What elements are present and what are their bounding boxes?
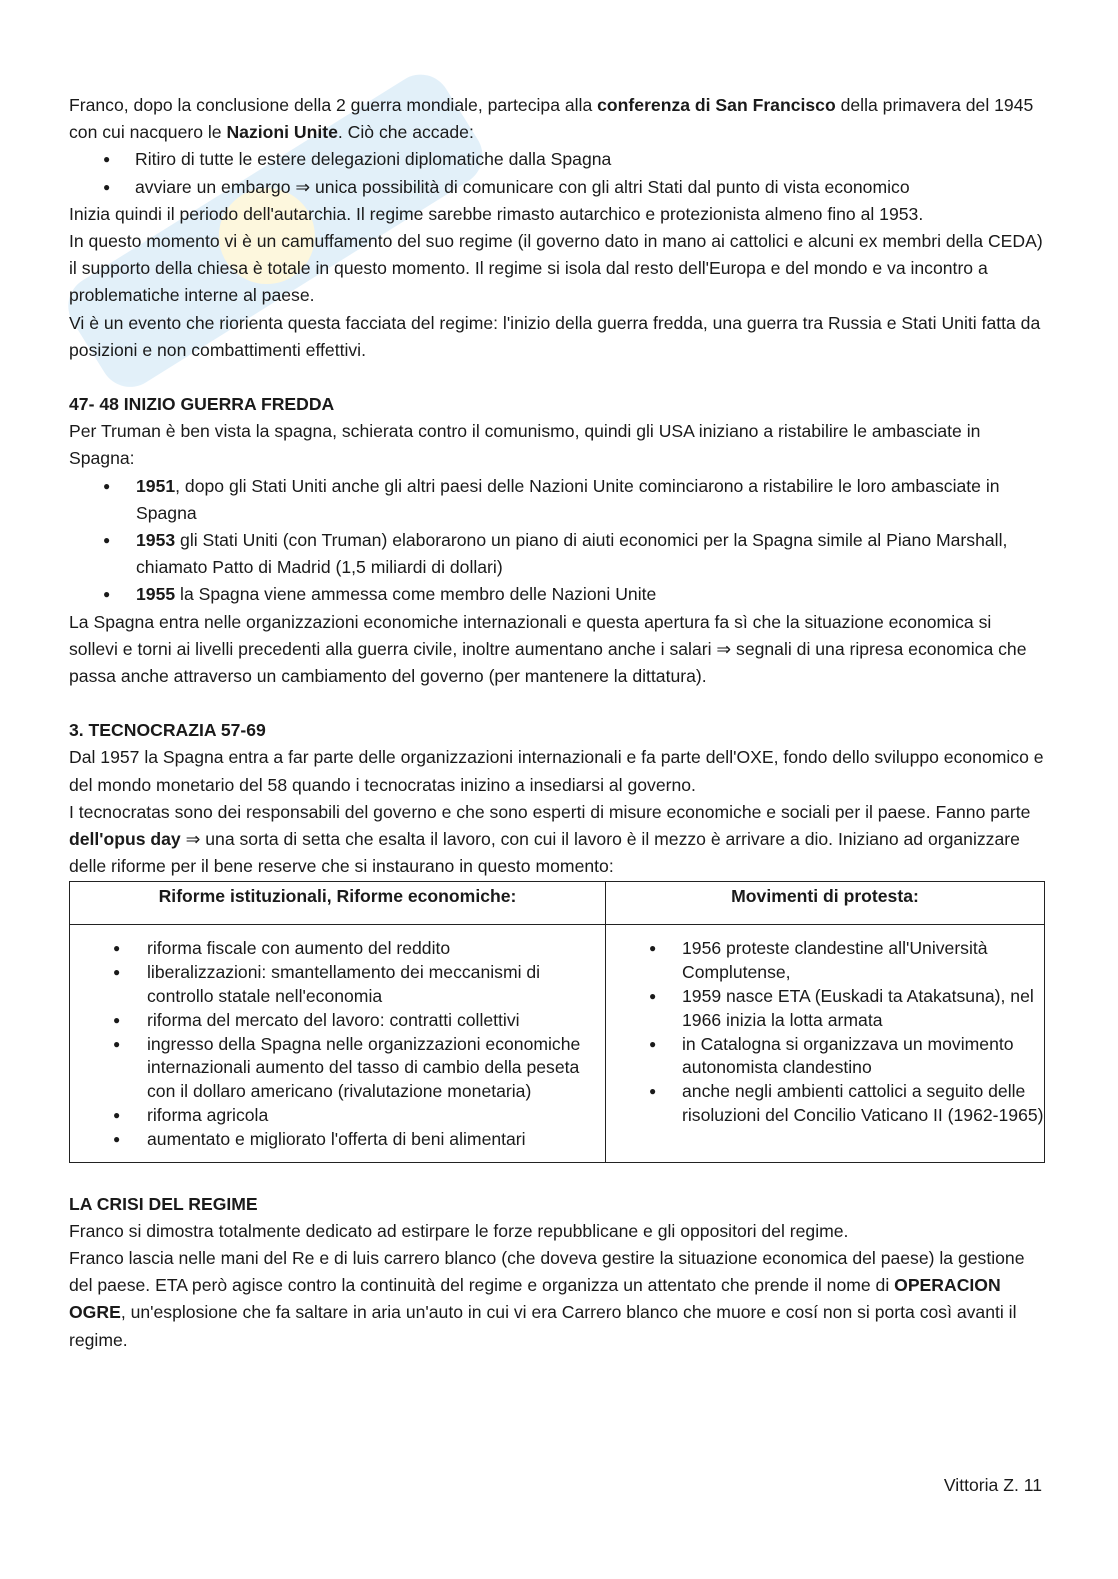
- document-page: [69, 92, 1045, 1354]
- section2-paragraph-1: Dal 1957 la Spagna entra a far parte delle organizzazioni internazionali e fa parte dell'OXE, fondo dello sviluppo economico e del mondo monetario del 58 quando i tecnocratas inizino a insediarsi al governo.: [69, 747, 1044, 795]
- section3-paragraph-2: Franco lascia nelle mani del Re e di luis carrero blanco (che doveva gestire la situazione economica del paese) la gestione del paese. ETA però agisce contro la continuità del regime e organizza un attentato che prende il nome di OPERACION OGRE, un'esplosione che fa saltare in aria un'auto in cui vi era Carrero blanco che muore e cosí non si porta così avanti il regime.: [69, 1248, 1025, 1350]
- intro-paragraph-2: Inizia quindi il periodo dell'autarchia. Il regime sarebbe rimasto autarchico e protezionista almeno fino al 1953.: [69, 203, 924, 224]
- list-item: ● 1953 gli Stati Uniti (con Truman) elaborarono un piano di aiuti economici per la Spagna simile al Piano Marshall, chiamato Patto di Madrid (1,5 miliardi di dollari): [69, 527, 1045, 581]
- list-item: ● riforma agricola: [70, 1104, 605, 1128]
- list-item: ● ingresso della Spagna nelle organizzazioni economiche internazionali aumento del tasso di cambio della peseta con il dollaro americano (rivalutazione monetaria): [70, 1033, 605, 1104]
- list-item: ● aumentato e migliorato l'offerta di beni alimentari: [70, 1128, 605, 1152]
- list-item: ● 1955 la Spagna viene ammessa come membro delle Nazioni Unite: [69, 581, 1045, 608]
- table-cell-proteste: [606, 925, 1045, 1162]
- section1-paragraph-1: Per Truman è ben vista la spagna, schierata contro il comunismo, quindi gli USA iniziano a ristabilire le ambasciate in Spagna:: [69, 421, 981, 469]
- list-item: ● anche negli ambienti cattolici a seguito delle risoluzioni del Concilio Vaticano II (1962-1965): [606, 1080, 1044, 1128]
- table-header-riforme: Riforme istituzionali, Riforme economiche:: [70, 882, 606, 925]
- section1-paragraph-2: La Spagna entra nelle organizzazioni economiche internazionali e questa apertura fa sì che la situazione economica si sollevi e torni ai livelli precedenti alla guerra civile, inoltre aumentano anche i salari ⇒ segnali di una ripresa economica che passa anche attraverso un cambiamento del governo (per mantenere la dittatura).: [69, 611, 1027, 687]
- section3-paragraph-1: Franco si dimostra totalmente dedicato ad estirpare le forze repubblicane e gli oppositori del regime.: [69, 1220, 849, 1241]
- list-item: ● Ritiro di tutte le estere delegazioni diplomatiche dalla Spagna: [69, 146, 1045, 173]
- intro-paragraph-4: Vi è un evento che riorienta questa facciata del regime: l'inizio della guerra fredda, una guerra tra Russia e Stati Uniti fatta da posizioni e non combattimenti effettivi.: [69, 312, 1041, 360]
- list-item: ● in Catalogna si organizzava un movimento autonomista clandestino: [606, 1033, 1044, 1081]
- list-item: ● riforma del mercato del lavoro: contratti collettivi: [70, 1009, 605, 1033]
- table-cell-riforme: [70, 925, 606, 1162]
- section1-bullet-list: [69, 473, 1045, 609]
- list-item: ● avviare un embargo ⇒ unica possibilità di comunicare con gli altri Stati dal punto di vista economico: [69, 174, 1045, 201]
- section-heading-guerra-fredda: 47- 48 INIZIO GUERRA FREDDA: [69, 394, 335, 415]
- section-heading-crisi-regime: LA CRISI DEL REGIME: [69, 1193, 258, 1214]
- intro-bullet-list: [69, 146, 1045, 200]
- list-item: ● 1956 proteste clandestine all'Università Complutense,: [606, 937, 1044, 985]
- intro-paragraph-1: Franco, dopo la conclusione della 2 guerra mondiale, partecipa alla conferenza di San Francisco della primavera del 1945 con cui nacquero le Nazioni Unite. Ciò che accade:: [69, 95, 1034, 143]
- list-item: ● liberalizzazioni: smantellamento dei meccanismi di controllo statale nell'economia: [70, 961, 605, 1009]
- page-footer: Vittoria Z. 11: [943, 1475, 1042, 1495]
- intro-paragraph-3: In questo momento vi è un camuffamento del suo regime (il governo dato in mano ai cattolici e alcuni ex membri della CEDA) il supporto della chiesa è totale in questo momento. Il regime si isola dal resto dell'Europa e del mondo e va incontro a problematiche interne al paese.: [69, 231, 1043, 306]
- section-heading-tecnocrazia: 3. TECNOCRAZIA 57-69: [69, 720, 266, 741]
- list-item: ● 1959 nasce ETA (Euskadi ta Atakatsuna), nel 1966 inizia la lotta armata: [606, 985, 1044, 1033]
- list-item: ● 1951, dopo gli Stati Uniti anche gli altri paesi delle Nazioni Unite cominciarono a ristabilire le loro ambasciate in Spagna: [69, 473, 1045, 527]
- list-item: ● riforma fiscale con aumento del reddito: [70, 937, 605, 961]
- section2-paragraph-2: I tecnocratas sono dei responsabili del governo e che sono esperti di misure economiche e sociali per il paese. Fanno parte dell'opus day ⇒ una sorta di setta che esalta il lavoro, con cui il lavoro è il mezzo è arrivare a dio. Iniziano ad organizzare delle riforme per il bene reserve che si instaurano in questo momento:: [69, 801, 1031, 877]
- table-header-proteste: Movimenti di protesta:: [606, 882, 1045, 925]
- reforms-table: [69, 881, 1045, 1162]
